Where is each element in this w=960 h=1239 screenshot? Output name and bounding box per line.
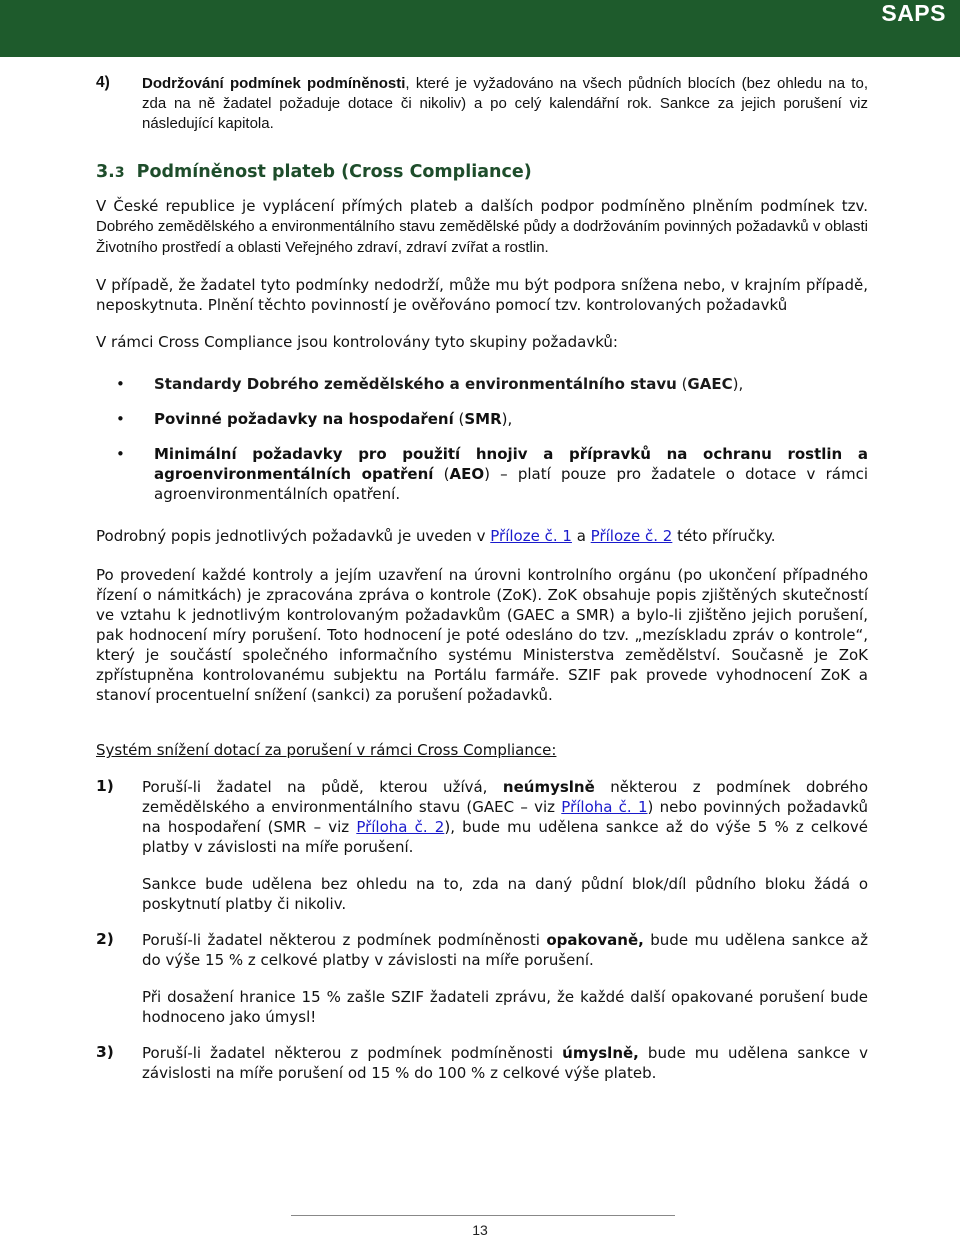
item-4-number: 4) bbox=[96, 74, 110, 91]
sanction-item-1: 1) Poruší-li žadatel na půdě, kterou užívá, neúmyslně některou z podmínek dobrého zemědělského a environmentálního stavu (GAEC – viz Příloha č. 1) nebo povinných požadavků na hospodaření (SMR – viz Příloha č. 2), bude mu udělena sankce až do výše 5 % z celkové platby v závislosti na míře porušení. Sankce bude udělena bez ohledu na to, zda na daný půdní blok/díl půdního bloku žádá o poskytnutí platby či nikoliv. bbox=[96, 777, 868, 913]
paragraph-sanction: V případě, že žadatel tyto podmínky nedodrží, může mu být podpora snížena nebo, v krajním případě, neposkytnuta. Plnění těchto povinností je ověřováno pomocí tzv. kontrolovaných požadavků bbox=[96, 276, 868, 314]
page-content bbox=[96, 74, 868, 1083]
sanction-item-1-number: 1) bbox=[96, 777, 114, 795]
sanction-item-2: 2) Poruší-li žadatel některou z podmínek podmíněnosti opakovaně, bude mu udělena sankce až do výše 15 % z celkové platby v závislosti na míře porušení. Při dosažení hranice 15 % zašle SZIF žadateli zprávu, že každé další opakované porušení bude hodnoceno jako úmysl! bbox=[96, 930, 868, 1026]
section-number: 3.3 bbox=[96, 162, 125, 182]
subheading-sanction-system: Systém snížení dotací za porušení v rámci Cross Compliance: bbox=[96, 741, 557, 759]
section-title: Podmíněnost plateb (Cross Compliance) bbox=[136, 162, 532, 182]
header-bar bbox=[0, 0, 960, 57]
sanction-item-1-note: Sankce bude udělena bez ohledu na to, zda na daný půdní blok/díl půdního bloku žádá o poskytnutí platby či nikoliv. bbox=[142, 875, 868, 913]
brand-title: SAPS bbox=[881, 0, 946, 26]
footer-divider bbox=[291, 1215, 675, 1216]
paragraph-groups-intro: V rámci Cross Compliance jsou kontrolovány tyto skupiny požadavků: bbox=[96, 333, 618, 351]
appendix-2-link[interactable]: Příloha č. 2 bbox=[356, 818, 445, 836]
item-4-text: , které je vyžadováno na všech půdních blocích (bez ohledu na to, zda na ně žadatel požaduje dotace či nikoliv) a po celý kalendářní rok. Sankce za jejich porušení viz následující kapitola. bbox=[142, 75, 868, 132]
sanction-item-3-number: 3) bbox=[96, 1043, 114, 1061]
paragraph-inspection-report: Po provedení každé kontroly a jejím uzavření na úrovni kontrolního orgánu (po ukončení případného řízení o námitkách) je zpracována zpráva o kontrole (ZoK). ZoK obsahuje popis zjištěných skutečností ve vztahu k jednotlivým kontrolovaným požadavkům (GAEC a SMR) a bylo-li zjištěno jejich porušení, pak hodnocení míry porušení. Toto hodnocení je poté odesláno do tzv. „mezískladu zpráv o kontrole“, který je součástí společného informačního systému Ministerstva zemědělství. Současně je ZoK zpřístupněna kontrolovanému subjektu na Portálu farmáře. SZIF pak provede vyhodnocení ZoK a stanoví procentuelní snížení (sankci) za porušení požadavků. bbox=[96, 566, 868, 704]
list-item: • Standardy Dobrého zemědělského a environmentálního stavu (GAEC), bbox=[116, 375, 744, 393]
appendix-1-link[interactable]: Příloha č. 1 bbox=[561, 798, 648, 816]
bullet-icon: • bbox=[116, 445, 125, 463]
bullet-icon: • bbox=[116, 410, 125, 428]
bullet-icon: • bbox=[116, 375, 125, 393]
list-item: • Povinné požadavky na hospodaření (SMR), bbox=[116, 410, 513, 428]
item-4 bbox=[96, 74, 868, 134]
sanction-item-2-note: Při dosažení hranice 15 % zašle SZIF žadateli zprávu, že každé další opakované porušení bude hodnoceno jako úmysl! bbox=[142, 988, 868, 1026]
sanction-item-2-number: 2) bbox=[96, 930, 114, 948]
requirements-list bbox=[96, 374, 868, 504]
page-number: 13 bbox=[472, 1222, 488, 1238]
list-item: • Minimální požadavky pro použití hnojiv a přípravků na ochranu rostlin a agroenvironmentálních opatření (AEO) – platí pouze pro žadatele o dotace v rámci agroenvironmentálních opatření. bbox=[116, 445, 868, 503]
sanction-item-3: 3) Poruší-li žadatel některou z podmínek podmíněnosti úmyslně, bude mu udělena sankce v závislosti na míře porušení od 15 % do 100 % z celkové výše plateb. bbox=[96, 1043, 868, 1082]
paragraph-detail-ref: Podrobný popis jednotlivých požadavků je uveden v Příloze č. 1 a Příloze č. 2 této příručky. bbox=[96, 527, 776, 545]
appendix-2-link[interactable]: Příloze č. 2 bbox=[590, 527, 673, 545]
appendix-1-link[interactable]: Příloze č. 1 bbox=[490, 527, 572, 545]
paragraph-cross-compliance: V České republice je vyplácení přímých plateb a dalších podpor podmíněno plněním podmínek tzv. Dobrého zemědělského a environmentálního stavu zemědělské půdy a dodržováním povinných požadavků v oblasti Životního prostředí a oblasti Veřejného zdraví, zdraví zvířat a rostlin. bbox=[96, 197, 868, 256]
section-heading bbox=[96, 162, 868, 182]
item-4-bold: Dodržování podmínek podmíněnosti bbox=[142, 75, 406, 92]
